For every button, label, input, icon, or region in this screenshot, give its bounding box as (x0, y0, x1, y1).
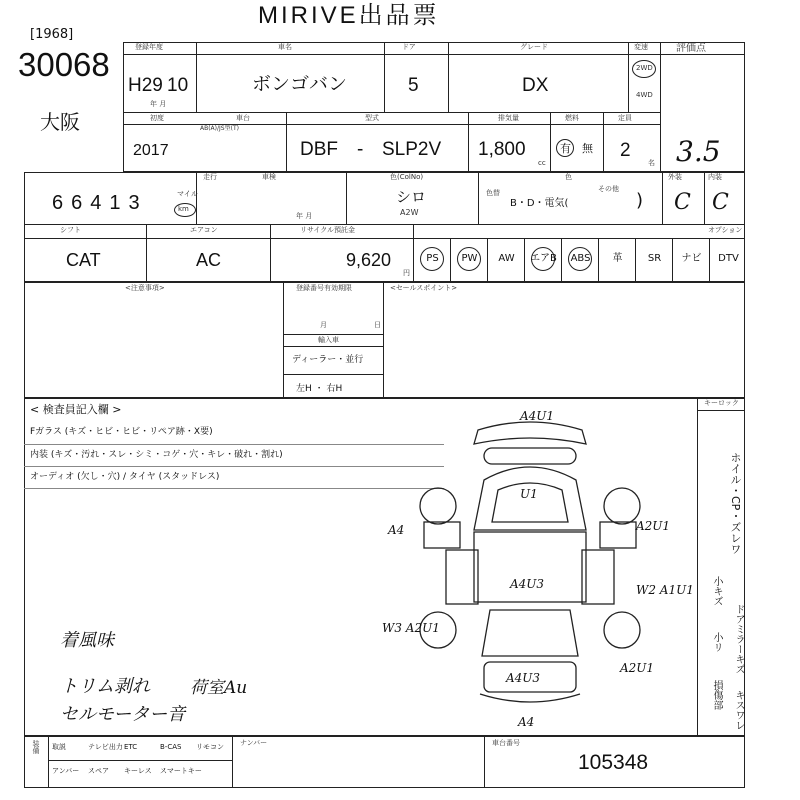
inspection-sub: 年 月 (296, 212, 313, 220)
fuel-yes: 有 (560, 142, 571, 155)
seats-value: 2 (620, 140, 631, 161)
label-stamp: ナンバー (240, 739, 268, 747)
equipment-label: ナビ (681, 253, 702, 264)
yen-unit: 円 (403, 269, 410, 277)
equipment-cell (672, 238, 709, 282)
reg-units: 年 月 (150, 100, 167, 108)
equipment-label: 革 (612, 253, 623, 264)
damage-mark: A2U1 (620, 661, 655, 675)
mile-unit: マイル (177, 190, 198, 198)
audio-line: オーディオ (欠し・穴) / タイヤ (スタッドレス) (30, 472, 220, 482)
grade-value: DX (522, 75, 549, 96)
label-sales: <セールスポイント> (390, 284, 458, 292)
model-code: SLP2V (382, 139, 442, 160)
color-code: A2W (400, 208, 419, 217)
equipment-label: DTV (718, 253, 739, 264)
equipment-label: PW (461, 253, 478, 264)
equipment-cell (413, 238, 450, 282)
label-history: 登録番号有効期限 (296, 284, 352, 292)
equipment-cell (487, 238, 524, 282)
note-handwritten-3: 荷室Au (190, 678, 248, 698)
equipment-label: AW (498, 253, 515, 264)
label-first-reg: 初度 (150, 114, 164, 122)
label-chassis: 車台 (236, 114, 250, 122)
side-small-1: 小キズ (711, 576, 722, 606)
damage-mark: A4 (518, 715, 535, 729)
equipment-label: エアB (530, 253, 557, 264)
label-score: 評価点 (676, 43, 706, 54)
notes-frame (24, 282, 745, 398)
label-option: オプション (708, 226, 743, 234)
drive-side: 左H ・ 右H (296, 384, 343, 394)
chassis-number: 105348 (578, 751, 649, 774)
fuel-other: その他 (598, 185, 619, 193)
side-small-3: 小リ (711, 632, 722, 652)
label-chassis-no: 車台番号 (492, 739, 520, 747)
fuel-options: B・D・電気( (510, 198, 569, 209)
damage-mark: W2 A1U1 (636, 583, 694, 597)
equipment-cell (598, 238, 635, 282)
label-equip: 装備 (32, 740, 40, 754)
label-doors: ドア (402, 43, 416, 51)
equipment-label: ABS (570, 253, 591, 264)
key-lock-label: キーロック (704, 399, 739, 407)
footer-item: テレビ出力 (88, 743, 123, 751)
damage-mark: A4U3 (510, 577, 545, 591)
fuel-no: 無 (582, 142, 593, 155)
side-text: ホイル・CP・ズレワ (729, 452, 742, 555)
equipment-cell (709, 238, 746, 282)
note-handwritten-1: 着風味 (60, 630, 114, 651)
reg-year: H29 (128, 75, 163, 96)
model-prefix: DBF (300, 139, 338, 160)
damage-mark: A4 (388, 523, 405, 537)
side-small-2: ドアミラーキズ (733, 604, 744, 674)
chassis-sub: AB(A)/JS型(T) (200, 125, 239, 132)
import-label: 輸入車 (318, 336, 339, 344)
mileage-value: 66413 (52, 192, 148, 214)
label-reg-year: 登録年度 (135, 43, 163, 51)
note-handwritten-4: セルモーター音 (60, 704, 186, 725)
color-change: 色替 (486, 189, 500, 197)
interior-line: 内装 (キズ・汚れ・スレ・シミ・コゲ・穴・キレ・破れ・割れ) (30, 450, 283, 460)
lot-number: 30068 (18, 46, 110, 83)
side-small-5: キスワレ (733, 690, 744, 730)
side-small-4: 損傷部 (711, 680, 722, 710)
model-dash: - (357, 139, 364, 160)
label-trans: 変速 (634, 43, 648, 51)
footer-item: スマートキー (160, 767, 202, 775)
score-value: 3.5 (676, 135, 721, 168)
equipment-label: SR (647, 253, 662, 264)
car-name: ボンゴバン (252, 73, 348, 95)
form-title: MIRIVE出品票 (258, 2, 440, 29)
label-color: 色 (565, 173, 572, 181)
doors-value: 5 (408, 75, 419, 96)
label-model: 型式 (365, 114, 379, 122)
cc-unit: cc (538, 159, 546, 167)
footer-item: アンバー (52, 767, 80, 775)
form-code: [1968] (30, 27, 74, 42)
close-paren: ) (636, 190, 644, 211)
label-seats: 定員 (618, 114, 632, 122)
km-unit: km (178, 205, 189, 213)
damage-mark: A2U1 (636, 519, 671, 533)
label-int: 内装 (708, 173, 722, 181)
damage-mark: A4U3 (506, 671, 541, 685)
label-inspection: 車検 (262, 173, 276, 181)
label-grade: グレード (520, 43, 548, 51)
equipment-cell (524, 238, 561, 282)
label-ext: 外装 (668, 173, 682, 181)
displacement-value: 1,800 (478, 139, 526, 160)
color-value: シロ (396, 188, 427, 206)
footer-item: リモコン (196, 743, 224, 751)
footer-item: ETC (124, 743, 138, 751)
inspection-title: < 検査員記入欄 > (30, 403, 122, 416)
label-notice: <注意事項> (125, 284, 165, 292)
equipment-label: PS (426, 253, 439, 264)
seats-unit: 名 (648, 159, 655, 167)
label-recycle: リサイクル預託金 (300, 226, 356, 234)
first-reg-year: 2017 (133, 142, 169, 159)
ac-value: AC (196, 250, 222, 270)
reg-month: 10 (167, 75, 189, 96)
footer-item: キーレス (124, 767, 152, 775)
shift-value: CAT (66, 250, 101, 270)
ext-grade: C (674, 190, 691, 215)
dealer-option: ディーラー・並行 (292, 355, 364, 365)
label-displacement: 排気量 (498, 114, 519, 122)
equipment-cell (561, 238, 598, 282)
label-ac: エアコン (190, 226, 218, 234)
footer-item: 取説 (52, 743, 66, 751)
equipment-cell (450, 238, 487, 282)
month-label: 月 (320, 321, 327, 329)
int-grade: C (712, 190, 729, 215)
label-color-no: 色(ColNo) (390, 173, 424, 181)
label-fuel: 燃料 (565, 114, 579, 122)
drive-2wd: 2WD (636, 64, 653, 72)
location: 大阪 (40, 110, 80, 134)
damage-mark: A4U1 (520, 409, 555, 423)
label-mileage: 走行 (203, 173, 217, 181)
recycle-value: 9,620 (346, 250, 392, 270)
label-car-name: 車名 (278, 43, 292, 51)
day-label: 日 (374, 321, 381, 329)
damage-mark: W3 A2U1 (382, 621, 440, 635)
glass-line: Fガラス (キズ・ヒビ・ヒビ・リペア跡・X要) (30, 427, 213, 437)
equipment-cell (635, 238, 672, 282)
label-shift: シフト (60, 226, 81, 234)
drive-4wd: 4WD (636, 91, 653, 99)
footer-item: B-CAS (160, 743, 182, 751)
footer-item: スペア (88, 767, 109, 775)
damage-mark: U1 (520, 487, 538, 501)
note-handwritten-2: トリム剥れ (60, 676, 150, 697)
